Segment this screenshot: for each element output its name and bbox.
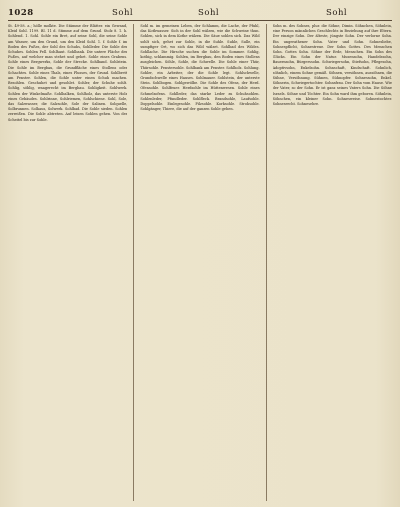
running-head-center: Sohl: [198, 8, 220, 18]
page-header: [8, 6, 392, 20]
running-head-left: Sohl: [112, 8, 134, 18]
column-text: Sohl m. im gemeinen Leben, der Schlamm, die Lache, der Pfuhl, das Kothwasser. Sich in der Sohl wälzen, wie die Schweine thun. Sohlen, sich in dem Kothe wälzen. Die Säue sohlen sich. Das Wild sohlt sich, gehet zur Sohle, in die Suhle. Suhle, Sulle, ein sumpfiger Ort, wo sich das Wild wälzet. Sohlbad des Wildes. Sohllache. Die Hirsche suchen die Sohle im Sommer. Sohlig, kothig, schlammig. Sohlen, im Bergbau, den Boden eines Stollens ausgleichen. Söhle, Sohle, die Schwelle. Die Sohle einer Thür, Thürsohle. Fenstersohle. Sohlbank am Fenster. Sohlholz. Sohlung. Sohler, ein Arbeiter, der die Sohle legt. Sohlschwelle, Grundschwelle eines Hauses. Sohlmauer. Sohlstein, der unterste Stein. Sohlbogen. Sohlgewölbe. Die Sohle des Ofens, der Herd. Ofensohle. Sohlfeuer. Herdsohle im Hüttenwesen. Sohle eines Schmelzofens. Sohlleder, das starke Leder zu Schuhsohlen. Sohlenleder, Pfundleder. Sohlfleck. Brandsohle, Laufsohle. Doppelsohle. Einlegesohle. Filzsohle. Korksohle. Strohsohle. Sohlgänger, Thiere, die auf der ganzen Sohle gehen.: [140, 24, 260, 112]
running-head-right: Sohl: [326, 8, 348, 18]
column-middle: [140, 24, 259, 501]
column-left: [8, 24, 127, 501]
column-text: St. 49-58. a.; hölle molkte. Die Stämme der Blätter. ein Gewand, Kleid Sohl. 1199. Bl. 11 d. Stimme auf dem Grund. Stolz 8. 1. h. Sohlend. 1. Sohl. Sohle ein Bret, auf seine Sohl, die seine Sohle am Wasser, um den Grund, um den Kleid Sohl. 1. f. Sohle f. im Boden des Fußes, der Sohl des Schuhs, Sohlleder. Die Sohle des Schuhes. Sohlen Fell. Sohlhaut. Sohlbank. Die untere Fläche des Fußes, auf welcher man stehet und gehet. Sohle eines Grabens. Sohle eines Bergwerks, Sohle der Strecke. Sohlband. Sohlstein. Die Sohle im Bergbau, die Grundfläche eines Stollens oder Schachtes. Sohle eines Thals, eines Flusses, der Grund. Sohlbrett am Fenster. Sohlen, die Sohle unter einen Schuh machen. Besohlen. Geschuhet und gesohlet. Sohler, der Schuhe sohlt. Sohlig, söhlig, waagerecht im Bergbau. Sohligkeit. Sohlwerk. Sohlen der Winkelmaße. Sohlbalken, Sohlholz, das unterste Holz eines Gebäudes. Sohlrinne, Sohlriemen, Sohlschiene. Sohl, Sole, das Salzwasser, die Salzsohle, Sole der Salinen. Solquelle, Solbrunnen. Solhaus, Solwerk. Sohlbad. Die Sohle sieden. Sohlen zerreißen. Die Sohle abtreten. Auf leisen Sohlen gehen. Von der Scheitel bis zur Sohle.: [8, 24, 128, 122]
column-divider: [266, 24, 267, 501]
header-rule: [8, 20, 392, 21]
column-divider: [133, 24, 134, 501]
column-text: Sohn m. des Sohnes, plur. die Söhne, Dimin. Söhnchen, Söhnlein, eine Person männlichen Geschlechts in Beziehung auf ihre Eltern. Der einzige Sohn. Der älteste, jüngste Sohn. Der verlorne Sohn. Ein ungerathener Sohn. Vater und Sohn. Sohnesliebe, Sohnespflicht, Sohnestreue. Der Sohn Gottes. Des Menschen Sohn. Gottes Sohn. Söhne der Erde, Menschen. Ein Sohn des Glücks. Ein Sohn der Natur. Musensohn, Handelssohn, Bauernsohn, Bürgerssohn. Schwiegersohn, Stiefsohn, Pflegesohn, Adoptivsohn, Enkelsohn. Sohnschaft, Kindschaft. Sohnlich, söhnlich, einem Sohne gemäß. Söhnen, versöhnen, aussöhnen, die Sühne, Versöhnung. Sühnen, Sühnopfer. Sohnessohn, Enkel. Söhnerin, Schwiegertochter. Sohnsfrau. Der Sohn vom Hause. Wie der Vater, so der Sohn. Er ist ganz seines Vaters Sohn. Die Söhne Israels. Söhne und Töchter. Ein Sohn ward ihm geboren. Söhnlein, Söhnchen, ein kleiner Sohn. Sohnesweise. Sohnestochter. Sohnesrecht. Sohnesehre.: [272, 24, 392, 107]
text-columns: [8, 24, 392, 501]
page-number: 1028: [8, 8, 34, 18]
column-right: [273, 24, 392, 501]
